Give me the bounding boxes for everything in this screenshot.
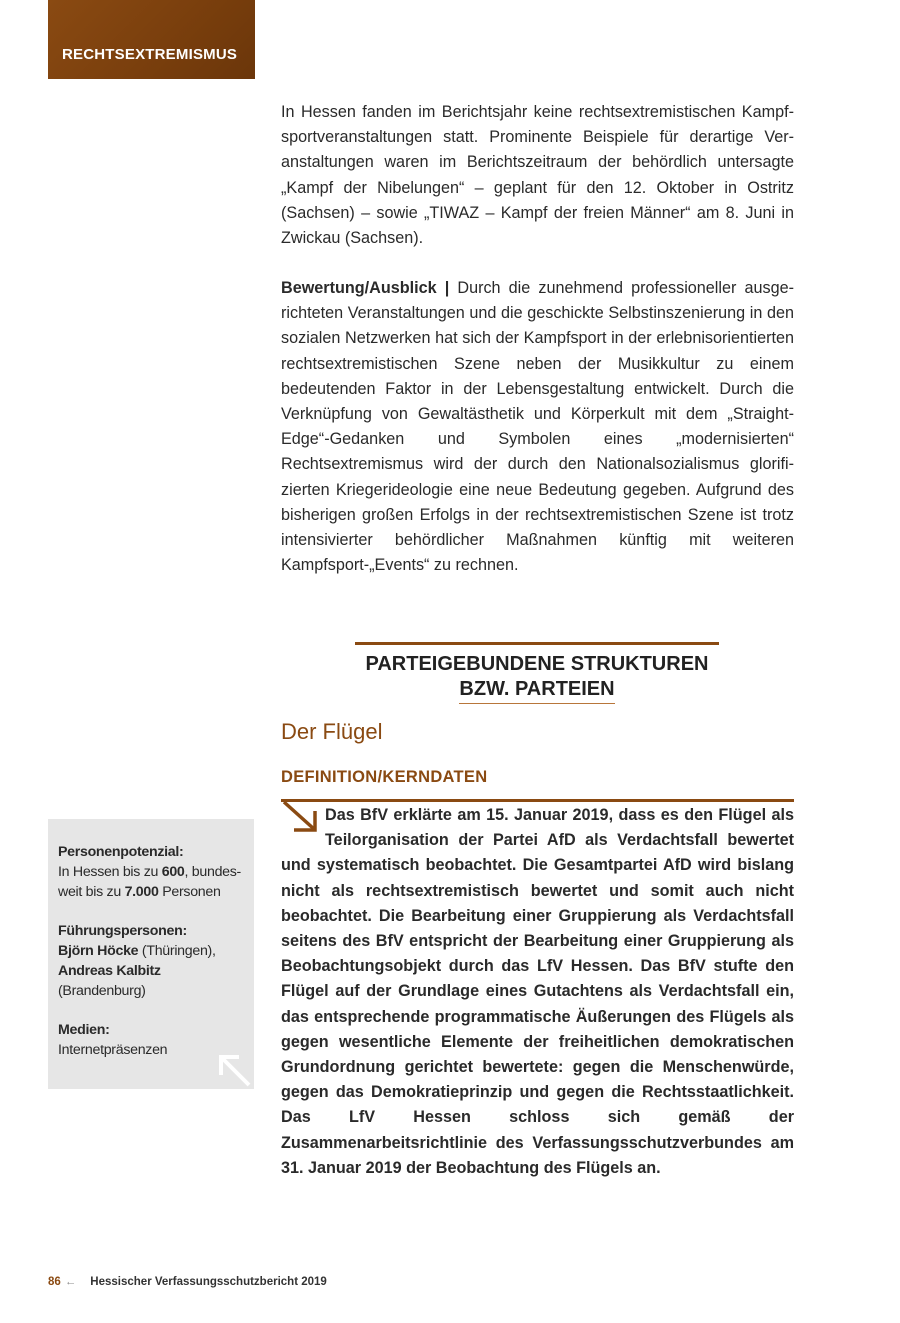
page-footer: [48, 1276, 327, 1288]
leader-2-name: Andreas Kalbitz: [58, 963, 161, 979]
section-tab: [48, 0, 255, 79]
assessment-text: Durch die zunehmend professioneller ausgerichteten Veranstaltungen und die geschickte Selbstinszenierung in den sozialen Netzwerken hat sich der Kampfsport in der erlebnisorientierten rechtsextremistischen Szene neben der Musikkultur zu einem bedeutenden Faktor in der Lebensgestaltung entwickelt. Durch die Verknüpfung von Gewaltästhetik und Körperkult mit dem „Straight-Edge“-Gedanken und Symbolen eines „modernisierten“ Rechtsextremismus wird der durch den Nationalsozialismus glorifizierten Kriegerideologie eine neue Bedeutung gegeben. Aufgrund des bisherigen großen Erfolgs in der rechtsextremistischen Szene ist trotz intensivierter behördlicher Maßnahmen künftig mit weiteren Kampfsport-„Events“ zu rechnen.: [281, 279, 794, 575]
potential-bund: 7.000: [124, 884, 159, 900]
section-label: RECHTSEXTREMISMUS: [62, 46, 238, 63]
arrow-indent-spacer: [281, 803, 325, 849]
fact-potential: [58, 842, 246, 902]
leaders-label: Führungspersonen:: [58, 923, 187, 939]
media-label: Medien:: [58, 1022, 110, 1038]
definition-body: Das BfV erklärte am 15. Januar 2019, dass es den Flügel als Teilorganisation der Partei AfD als Verdachtsfall bewertet und systematisch beobachtet. Die Gesamtpartei AfD wird bislang nicht als rechtsextremistisch bewertet und somit auch nicht beobachtet. Die Bearbeitung einer Gruppierung als Verdachtsfall seitens des BfV entspricht der Bearbeitung einer Gruppierung als Beobachtungsobjekt durch das LfV Hessen. Das BfV stufte den Flügel auf der Grundlage eines Gutachtens als Verdachtsfall ein, das entsprechende programmatische Äußerungen des Flügels als gegen wesentliche Elemente der freiheitlichen demokratischen Grundordnung gerichtet bewertete: gegen die Menschenwürde, gegen das Demokratieprinzip und gegen die Rechtsstaatlichkeit. Das LfV Hessen schloss sich gemäß der Zusammenarbeitsrichtlinie des Verfassungsschutzverbundes am 31. Januar 2019 der Beobachtung des Flügels an.: [281, 806, 794, 1177]
leader-1-state: (Thüringen),: [138, 943, 216, 959]
page-number: 86: [48, 1276, 61, 1288]
definition-rule: [281, 799, 794, 802]
potential-label: Personenpotenzial:: [58, 844, 184, 860]
chapter-heading: [355, 642, 719, 704]
publication-title: Hessischer Verfassungsschutzbericht 2019: [90, 1276, 327, 1288]
subtitle: Der Flügel: [281, 719, 383, 744]
chapter-title-line-1: PARTEIGEBUNDENE STRUKTUREN: [365, 653, 709, 675]
potential-post: Personen: [158, 884, 221, 900]
potential-pre: In Hessen bis zu: [58, 864, 162, 880]
leader-2-state: (Brandenburg): [58, 983, 146, 999]
media-value: Internetpräsenzen: [58, 1042, 168, 1058]
chapter-title-line-2: BZW. PARTEIEN: [459, 677, 614, 704]
assessment-label: Bewertung/Ausblick |: [281, 279, 450, 297]
potential-value: [58, 862, 246, 902]
leader-1-name: Björn Höcke: [58, 943, 139, 959]
paragraph-assessment: [281, 276, 794, 578]
leader-2: [58, 961, 246, 1001]
definition-text: [281, 803, 794, 1181]
fact-box: [48, 819, 254, 1089]
left-arrow-icon: ←: [64, 1276, 77, 1288]
arrow-up-left-icon: [217, 1053, 253, 1089]
paragraph-kampfsport: In Hessen fanden im Berichtsjahr keine rechtsextremistischen Kampfsportveranstaltungen statt. Prominente Beispiele für derartige Veranstaltungen waren im Berichtszeitraum der behördlich untersagte „Kampf der Nibelungen“ – geplant für den 12. Oktober in Ostritz (Sachsen) – sowie „TIWAZ – Kampf der freien Männer“ am 8. Juni in Zwickau (Sachsen).: [281, 103, 794, 248]
potential-hessen: 600: [161, 864, 185, 880]
potential-mid: , bundesweit bis zu: [58, 864, 242, 900]
fact-leaders: [58, 921, 246, 1001]
definition-heading: DEFINITION/KERNDATEN: [281, 768, 488, 786]
leader-1: [58, 941, 246, 961]
